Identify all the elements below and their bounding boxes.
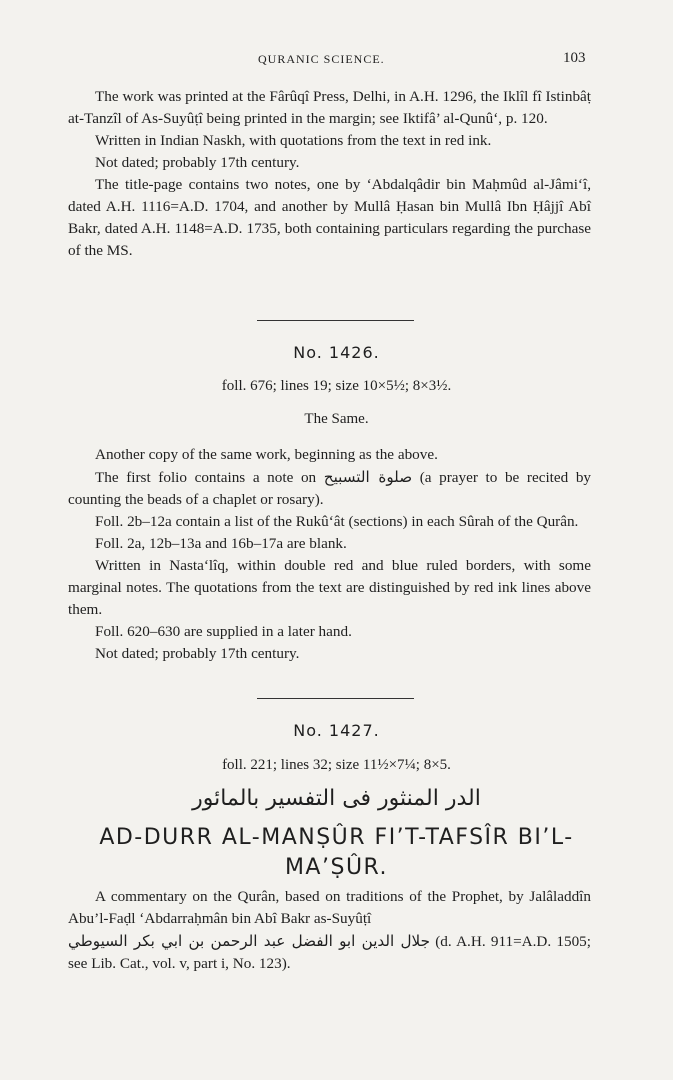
- paragraph-commentary: A commentary on the Qurân, based on traditions of the Prophet, by Jalâladdîn Abu’l-Faḍl ‘Abdarraḥmân bin Abî Bakr as-Suyûṭî: [68, 888, 591, 927]
- divider-rule: [257, 320, 414, 321]
- paragraph-printing: The work was printed at the Fârûqî Press, Delhi, in A.H. 1296, the Iklîl fî Istinbâṭ at-Tanzîl of As-Suyûṭî being printed in the margin; see Iktifâ’ al-Qunû‘, p. 120.: [68, 88, 591, 127]
- note-text: The first folio contains a note on: [95, 469, 317, 486]
- paragraph-title-page: The title-page contains two notes, one by ‘Abdalqâdir bin Maḥmûd al-Jâmi‘î, dated A.H. 1116=A.D. 1704, and another by Mullâ Ḥasan bin Mullâ Ibn Ḥâjjî Abî Bakr, dated A.H. 1148=A.D. 1735, both containing particulars regarding the purchase of the MS.: [68, 176, 591, 259]
- note-gloss: (a prayer to be recited by counting the beads of a chaplet or rosary).: [68, 469, 592, 508]
- folio-description: foll. 221; lines 32; size 11½×7¼; 8×5.: [222, 757, 451, 773]
- paragraph-blank: Foll. 2a, 12b–13a and 16b–17a are blank.: [95, 535, 347, 552]
- paragraph-date: Not dated; probably 17th century.: [95, 645, 300, 662]
- entry-description: [68, 444, 591, 665]
- work-title: AD-DURR AL-MANṢÛR FI’T-TAFSÎR BI’L-MA’ṢÛR.: [99, 825, 574, 880]
- paragraph-copy: Another copy of the same work, beginning as the above.: [95, 446, 438, 463]
- paragraph-script: Written in Nasta‘lîq, within double red and blue ruled borders, with some marginal notes. The quotations from the text are distinguished by red ink lines above them.: [68, 557, 591, 618]
- running-header: [0, 50, 673, 70]
- page-number: 103: [563, 50, 586, 66]
- entry-number: No. 1426.: [293, 343, 380, 362]
- paragraph-date: Not dated; probably 17th century.: [95, 154, 300, 171]
- paragraph-rukuat: Foll. 2b–12a contain a list of the Rukû‘ât (sections) in each Sûrah of the Qurân.: [95, 513, 579, 530]
- entry-subtitle: The Same.: [304, 411, 369, 427]
- folio-description: foll. 676; lines 19; size 10×5½; 8×3½.: [221, 378, 452, 394]
- arabic-term: صلوة التسبيح: [323, 468, 413, 486]
- arabic-author-name: جلال الدين ابو الفضل عبد الرحمن بن ابي بكر السيوطي: [68, 932, 431, 950]
- section-continuation: [68, 86, 591, 262]
- entry-description: [68, 886, 591, 975]
- paragraph-first-folio: [68, 466, 591, 511]
- author-dates: (d. A.H. 911=A.D. 1505; see Lib. Cat., vol. v, part i, No. 123).: [68, 933, 591, 972]
- arabic-title: الدر المنثور فى التفسير بالمائور: [192, 786, 481, 811]
- entry-number: No. 1427.: [293, 721, 380, 740]
- paragraph-later-hand: Foll. 620–630 are supplied in a later hand.: [95, 623, 352, 640]
- running-title: QURANIC SCIENCE.: [258, 52, 385, 66]
- paragraph-author: [68, 930, 591, 975]
- divider-rule: [257, 698, 414, 699]
- paragraph-script: Written in Indian Naskh, with quotations from the text in red ink.: [95, 132, 492, 149]
